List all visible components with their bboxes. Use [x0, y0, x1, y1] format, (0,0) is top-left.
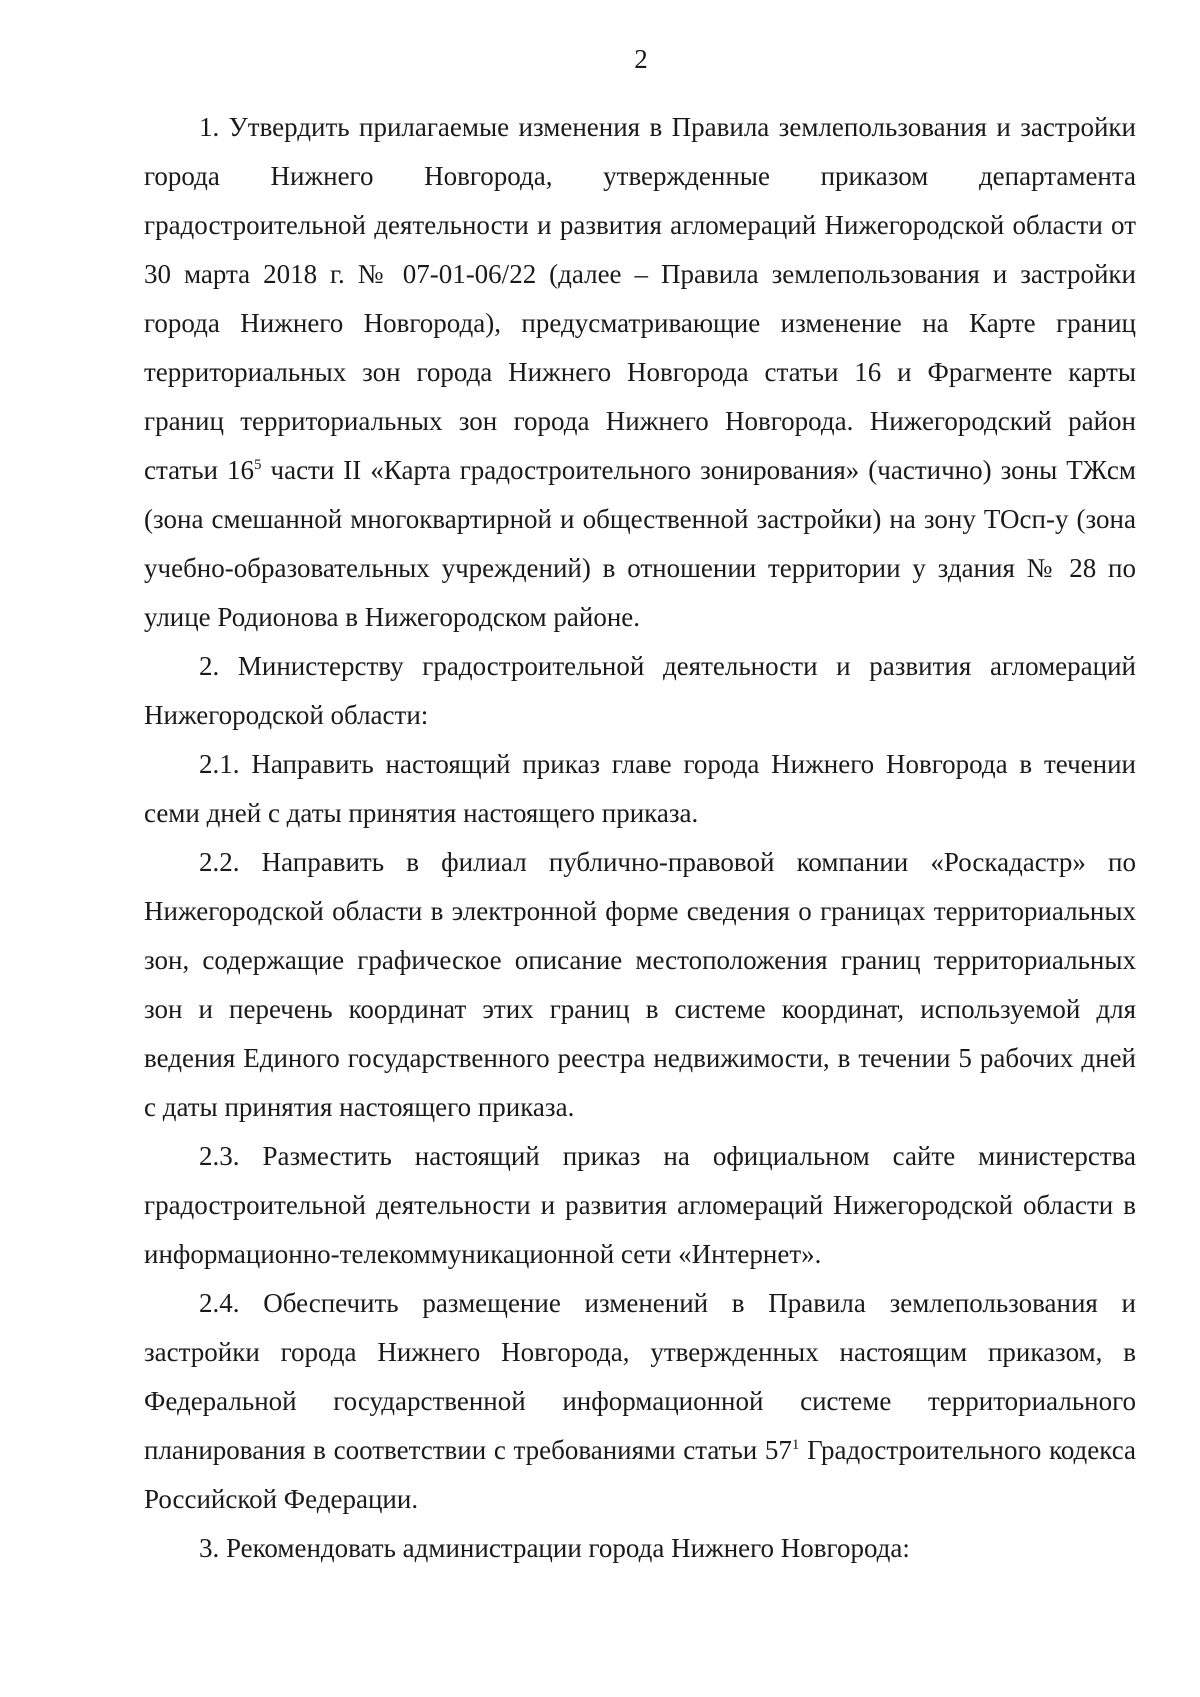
paragraph-1-superscript: 5 — [253, 457, 262, 473]
document-body — [144, 103, 1136, 1573]
paragraph-2-3: 2.3. Разместить настоящий приказ на официальном сайте министерства градостроительной деятельности и развития агломераций Нижегородской области в информационно-телекоммуникационной сети «Интернет». — [144, 1141, 1136, 1269]
paragraph-2: 2. Министерству градостроительной деятельности и развития агломераций Нижегородской области: — [144, 651, 1136, 730]
paragraph-2-4-text: 2.4. Обеспечить размещение изменений в Правила землепользования и застройки города Нижнего Новгорода, утвержденных настоящим приказом, в Федеральной государственной информационной системе территориального планирования в соответствии с требованиями статьи 57 — [144, 1288, 1136, 1465]
page-number: 2 — [634, 44, 648, 74]
paragraph-2-4 — [144, 1279, 1136, 1524]
paragraph-3: 3. Рекомендовать администрации города Нижнего Новгорода: — [199, 1533, 910, 1563]
paragraph-2-4-superscript: 1 — [791, 1437, 800, 1453]
paragraph-2-1: 2.1. Направить настоящий приказ главе города Нижнего Новгорода в течении семи дней с даты принятия настоящего приказа. — [144, 749, 1136, 828]
paragraph-2-4-text-continued: Градостроительного кодекса Российской Федерации. — [144, 1435, 1136, 1514]
paragraph-1-text: 1. Утвердить прилагаемые изменения в Правила землепользования и застройки города Нижнего Новгорода, утвержденные приказом департамента градостроительной деятельности и развития агломераций Нижегородской области от 30 марта 2018 г. № 07-01-06/22 (далее – Правила землепользования и застройки города Нижнего Новгорода), предусматривающие изменение на Карте границ территориальных зон города Нижнего Новгорода статьи 16 и Фрагменте карты границ территориальных зон города Нижнего Новгорода. Нижегородский район статьи 16 — [144, 112, 1136, 485]
paragraph-2-2: 2.2. Направить в филиал публично-правовой компании «Роскадастр» по Нижегородской области в электронной форме сведения о границах территориальных зон, содержащие графическое описание местоположения границ территориальных зон и перечень координат этих границ в системе координат, используемой для ведения Единого государственного реестра недвижимости, в течении 5 рабочих дней с даты принятия настоящего приказа. — [144, 847, 1136, 1122]
paragraph-1 — [144, 103, 1136, 642]
paragraph-1-text-continued: части II «Карта градостроительного зонирования» (частично) зоны ТЖсм (зона смешанной многоквартирной и общественной застройки) на зону ТОсп-у (зона учебно-образовательных учреждений) в отношении территории у здания № 28 по улице Родионова в Нижегородском районе. — [144, 455, 1136, 632]
